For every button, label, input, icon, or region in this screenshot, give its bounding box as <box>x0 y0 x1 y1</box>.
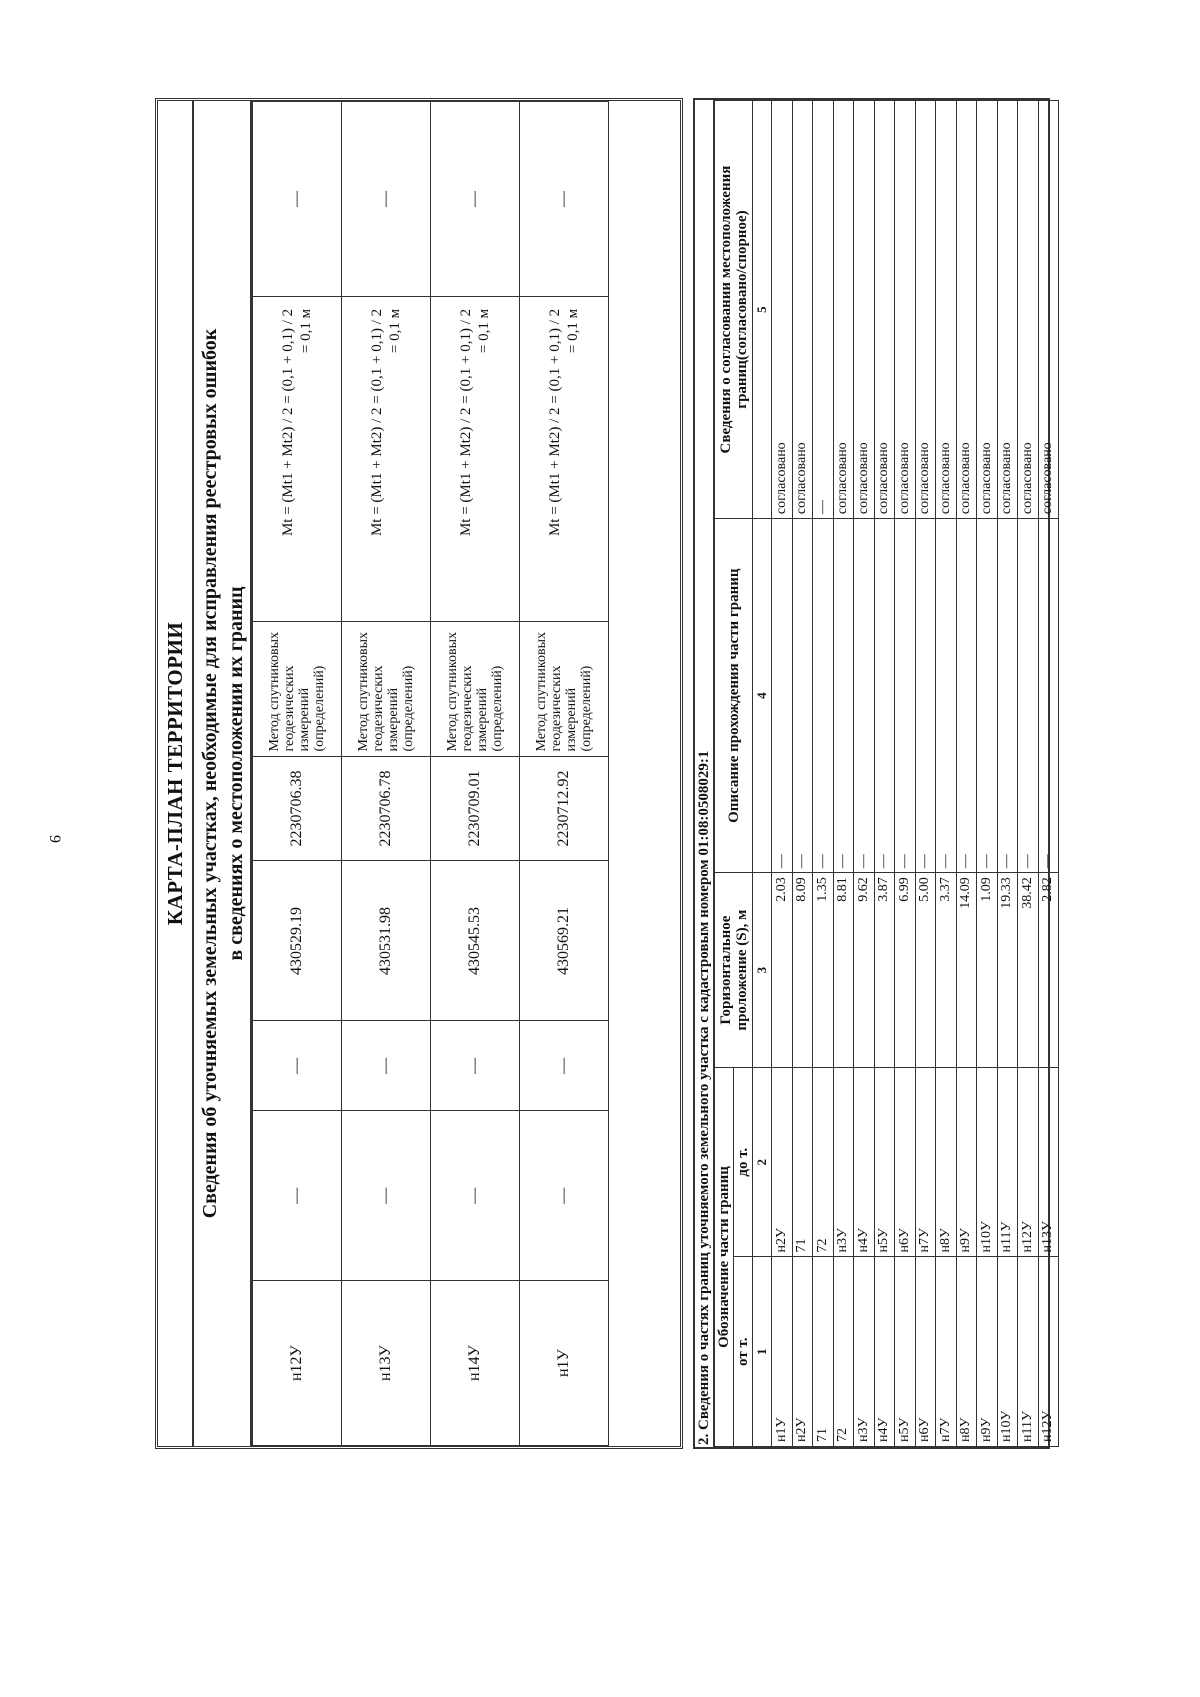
to-point: н3У <box>833 1067 854 1257</box>
to-point: н6У <box>895 1067 916 1257</box>
agreement-value: согласовано <box>833 101 854 519</box>
coord-y: 2230706.78 <box>342 756 431 861</box>
agreement-value: согласовано <box>997 101 1018 519</box>
table-row <box>997 101 1018 1447</box>
method-cell: Метод спутниковых геодезических измерений (определений) <box>342 621 431 756</box>
agreement-value: согласовано <box>772 101 793 519</box>
description-value: — <box>833 519 854 873</box>
table-row <box>253 102 342 1446</box>
parts-section <box>693 98 1056 1449</box>
table-row <box>342 102 431 1446</box>
cell-dash: — <box>342 1111 431 1281</box>
length-value: 6.99 <box>895 873 916 1068</box>
from-point: н12У <box>1038 1257 1059 1447</box>
length-value: 38.42 <box>1018 873 1039 1068</box>
table-row <box>915 101 936 1447</box>
to-point: н11У <box>997 1067 1018 1257</box>
length-value: 3.37 <box>936 873 957 1068</box>
table-row <box>1018 101 1039 1447</box>
from-point: н5У <box>895 1257 916 1447</box>
description-value: — <box>936 519 957 873</box>
method-cell: Метод спутниковых геодезических измерений (определений) <box>431 621 520 756</box>
table-row <box>977 101 998 1447</box>
column-number: 1 <box>753 1257 772 1447</box>
method-cell: Метод спутниковых геодезических измерений (определений) <box>520 621 609 756</box>
coord-x: 430531.98 <box>342 861 431 1021</box>
length-value: 5.00 <box>915 873 936 1068</box>
description-value: — <box>772 519 793 873</box>
formula-cell <box>431 296 520 621</box>
to-point: н9У <box>956 1067 977 1257</box>
coord-y: 2230709.01 <box>431 756 520 861</box>
table-row <box>895 101 916 1447</box>
from-point: н8У <box>956 1257 977 1447</box>
to-point: 71 <box>792 1067 813 1257</box>
length-value: 2.03 <box>772 873 793 1068</box>
coord-x: 430529.19 <box>253 861 342 1021</box>
header-description: Описание прохождения части границ <box>715 519 753 873</box>
formula-line-2: = 0,1 м <box>476 308 492 354</box>
coord-y: 2230712.92 <box>520 756 609 861</box>
cell-dash: — <box>431 1021 520 1111</box>
agreement-value: согласовано <box>854 101 875 519</box>
length-value: 14.09 <box>956 873 977 1068</box>
from-point: н9У <box>977 1257 998 1447</box>
from-point: 71 <box>813 1257 834 1447</box>
point-name: н1У <box>520 1281 609 1446</box>
table-row <box>772 101 793 1447</box>
to-point: н5У <box>874 1067 895 1257</box>
formula-line-1: Mt = (Mt1 + Mt2) / 2 = (0,1 + 0,1) / 2 <box>458 308 474 537</box>
description-value: — <box>1038 519 1059 873</box>
table-row <box>956 101 977 1447</box>
cell-dash: — <box>520 1111 609 1281</box>
to-point: н4У <box>854 1067 875 1257</box>
cell-dash: — <box>520 1021 609 1111</box>
description-value: — <box>854 519 875 873</box>
formula-line-1: Mt = (Mt1 + Mt2) / 2 = (0,1 + 0,1) / 2 <box>280 308 296 537</box>
length-value: 1.09 <box>977 873 998 1068</box>
to-point: н13У <box>1038 1067 1059 1257</box>
length-value: 9.62 <box>854 873 875 1068</box>
column-number: 2 <box>753 1067 772 1257</box>
method-cell: Метод спутниковых геодезических измерений (определений) <box>253 621 342 756</box>
table-row <box>854 101 875 1447</box>
from-point: н2У <box>792 1257 813 1447</box>
header-from: от т. <box>734 1257 753 1447</box>
page-number: 9 <box>46 835 63 843</box>
table-row <box>813 101 834 1447</box>
to-point: н2У <box>772 1067 793 1257</box>
coord-x: 430569.21 <box>520 861 609 1021</box>
description-value: — <box>792 519 813 873</box>
column-number: 3 <box>753 873 772 1068</box>
description-value: — <box>874 519 895 873</box>
formula-line-1: Mt = (Mt1 + Mt2) / 2 = (0,1 + 0,1) / 2 <box>547 308 563 537</box>
point-name: н14У <box>431 1281 520 1446</box>
point-name: н12У <box>253 1281 342 1446</box>
from-point: н1У <box>772 1257 793 1447</box>
to-point: н12У <box>1018 1067 1039 1257</box>
cell-dash: — <box>431 1111 520 1281</box>
length-value: 2.82 <box>1038 873 1059 1068</box>
agreement-value: согласовано <box>792 101 813 519</box>
description-value: — <box>915 519 936 873</box>
agreement-value: согласовано <box>895 101 916 519</box>
table-row <box>936 101 957 1447</box>
from-point: н11У <box>1018 1257 1039 1447</box>
from-point: н10У <box>997 1257 1018 1447</box>
formula-cell <box>520 296 609 621</box>
rotated-document-sheet <box>155 98 1056 1449</box>
to-point: н7У <box>915 1067 936 1257</box>
to-point: 72 <box>813 1067 834 1257</box>
formula-line-2: = 0,1 м <box>387 308 403 354</box>
points-section <box>155 98 683 1449</box>
agreement-value: согласовано <box>915 101 936 519</box>
formula-line-2: = 0,1 м <box>565 308 581 354</box>
header-length: Горизонтальное проложение (S), м <box>715 873 753 1068</box>
coord-x: 430545.53 <box>431 861 520 1021</box>
table-row <box>792 101 813 1447</box>
description-value: — <box>895 519 916 873</box>
from-point: н3У <box>854 1257 875 1447</box>
to-point: н10У <box>977 1067 998 1257</box>
formula-line-2: = 0,1 м <box>298 308 314 354</box>
table-row <box>431 102 520 1446</box>
parts-table-title: 2. Сведения о частях границ уточняемого земельного участка с кадастровым номером 01:08:0508029:1 <box>695 100 714 1447</box>
agreement-value: согласовано <box>956 101 977 519</box>
formula-cell <box>253 296 342 621</box>
column-number: 4 <box>753 519 772 873</box>
agreement-value: согласовано <box>1038 101 1059 519</box>
cell-dash: — <box>342 1021 431 1111</box>
cell-dash: — <box>253 1111 342 1281</box>
table-row <box>1038 101 1059 1447</box>
subtitle-line-1: Сведения об уточняемых земельных участках, необходимые для исправления реестровых ошибок <box>199 328 221 1219</box>
from-point: н4У <box>874 1257 895 1447</box>
cell-dash: — <box>342 102 431 297</box>
description-value: — <box>977 519 998 873</box>
length-value: 8.09 <box>792 873 813 1068</box>
to-point: н8У <box>936 1067 957 1257</box>
column-number: 5 <box>753 101 772 519</box>
table-row <box>520 102 609 1446</box>
cell-dash: — <box>520 102 609 297</box>
from-point: 72 <box>833 1257 854 1447</box>
formula-line-1: Mt = (Mt1 + Mt2) / 2 = (0,1 + 0,1) / 2 <box>369 308 385 537</box>
parts-table <box>714 100 1059 1447</box>
page-title: КАРТА-ПЛАН ТЕРРИТОРИИ <box>158 101 194 1446</box>
agreement-value: согласовано <box>977 101 998 519</box>
subtitle-line-2: в сведениях о местоположении их границ <box>225 586 247 961</box>
points-table <box>252 101 609 1446</box>
point-name: н13У <box>342 1281 431 1446</box>
length-value: 3.87 <box>874 873 895 1068</box>
description-value: — <box>997 519 1018 873</box>
cell-dash: — <box>431 102 520 297</box>
coord-y: 2230706.38 <box>253 756 342 861</box>
length-value: 1.35 <box>813 873 834 1068</box>
agreement-value: согласовано <box>1018 101 1039 519</box>
description-value: — <box>813 519 834 873</box>
formula-cell <box>342 296 431 621</box>
agreement-value: согласовано <box>874 101 895 519</box>
section-subtitle <box>194 101 252 1446</box>
from-point: н7У <box>936 1257 957 1447</box>
description-value: — <box>956 519 977 873</box>
cell-dash: — <box>253 1021 342 1111</box>
length-value: 8.81 <box>833 873 854 1068</box>
header-agreement: Сведения о согласовании местоположения границ(согласовано/спорное) <box>715 101 753 519</box>
header-to: до т. <box>734 1067 753 1257</box>
agreement-value: — <box>813 101 834 519</box>
description-value: — <box>1018 519 1039 873</box>
table-row <box>874 101 895 1447</box>
agreement-value: согласовано <box>936 101 957 519</box>
length-value: 19.33 <box>997 873 1018 1068</box>
from-point: н6У <box>915 1257 936 1447</box>
table-row <box>833 101 854 1447</box>
cell-dash: — <box>253 102 342 297</box>
header-designation: Обозначение части границ <box>715 1067 734 1446</box>
